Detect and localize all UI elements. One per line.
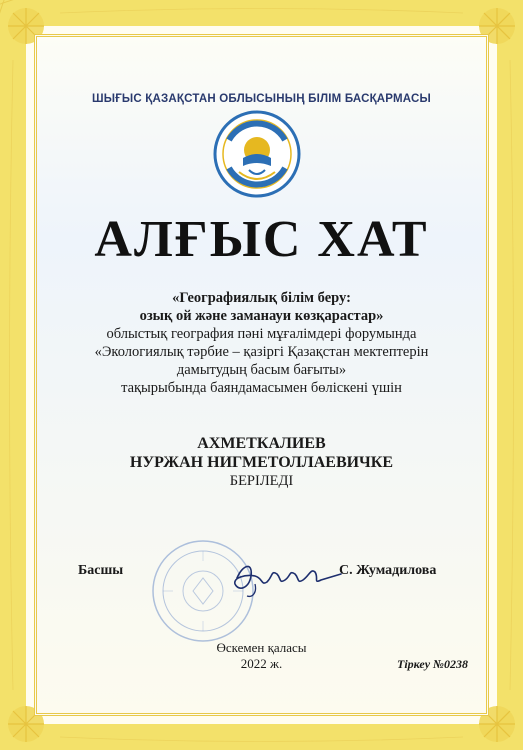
registration-number: Тіркеу №0238	[397, 657, 469, 671]
recipient-name: НУРЖАН НИГМЕТОЛЛАЕВИЧКЕ	[129, 454, 394, 471]
department-header: ШЫҒЫС ҚАЗАҚСТАН ОБЛЫСЫНЫҢ БІЛІМ БАСҚАРМАСЫ	[91, 93, 431, 105]
issue-place: Өскемен қаласы	[216, 640, 307, 655]
signer-role: Басшы	[78, 563, 124, 578]
document-title: АЛҒЫС ХАТ	[94, 211, 429, 268]
issue-year: 2022 ж.	[240, 656, 283, 671]
education-department-emblem-icon	[213, 110, 301, 198]
awarded-text: БЕРІЛЕДІ	[229, 473, 294, 489]
theme-line-1: «Экологиялық тәрбие – қазіргі Қазақстан мектептерін	[94, 344, 429, 360]
forum-line: облыстық география пәні мұғалімдері форумында	[106, 326, 417, 342]
recipient-surname: АХМЕТКАЛИЕВ	[197, 435, 326, 452]
reason-line: тақырыбында баяндамасымен бөлiскенi үшін	[121, 380, 402, 396]
signer-name: С. Жумадилова	[339, 563, 437, 578]
topic-line-1: «Географиялық білім беру:	[172, 290, 351, 306]
theme-line-2: дамытудың басым бағыты»	[176, 362, 347, 378]
topic-line-2: озық ой және заманауи көзқарастар»	[139, 308, 384, 324]
handwritten-signature	[225, 554, 345, 600]
